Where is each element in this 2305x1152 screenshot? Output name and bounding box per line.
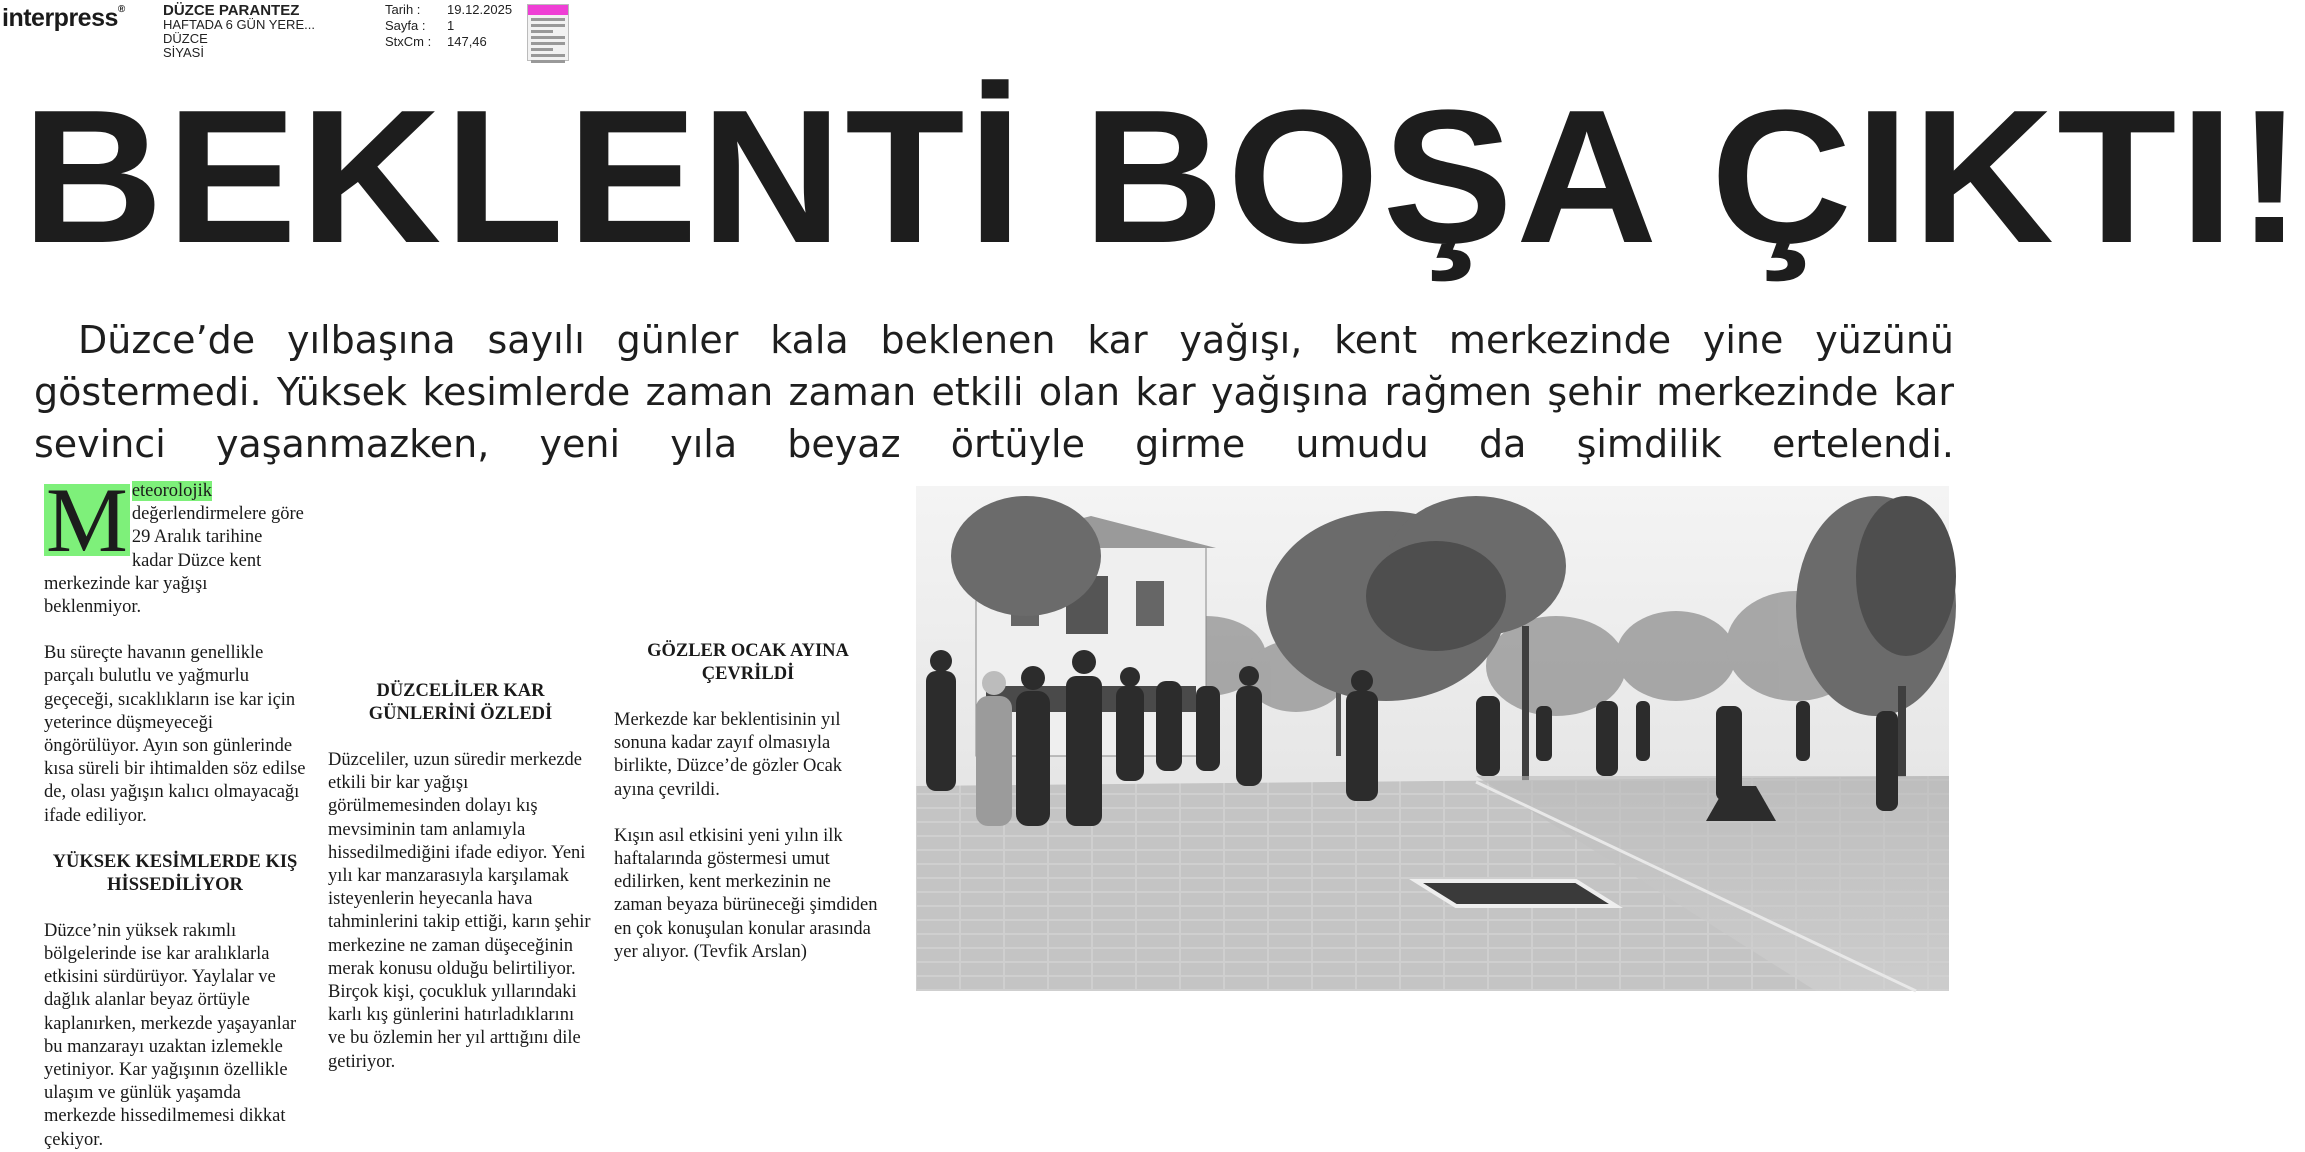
clipping-header (0, 0, 1974, 70)
date-label: Tarih : (385, 2, 421, 17)
article-column-1 (44, 469, 306, 1152)
size-label: StxCm : (385, 34, 432, 49)
lead-highlight: eteorolojik (131, 481, 212, 501)
paragraph-2: Bu süreçte havanın genellikle parçalı bulutlu ve yağmurlu geçeceği, sıcaklıkların ise kar için yeterince düşmeyeceği öngörülüyor. Ayın son günlerinde kısa süreli bir ihtimalden söz edilse de, olası yağışın kalıcı olmayacağı ifade ediliyor. (44, 643, 306, 826)
publication-info (163, 4, 315, 60)
article-spot (34, 314, 1954, 470)
publication-frequency: HAFTADA 6 GÜN YERE... (163, 17, 315, 32)
spot-text: Düzce’de yılbaşına sayılı günler kala beklenen kar yağışı, kent merkezinde yine yüzünü göstermedi. Yüksek kesimlerde zaman zaman etkili olan kar yağışına rağmen şehir merkezinde kar sevinci yaşanmazken, yeni yıla beyaz örtüyle girme umudu da şimdilik ertelendi. (34, 318, 1954, 466)
clipping-meta (385, 2, 512, 50)
article-column-2 (328, 480, 593, 1074)
page-value: 1 (447, 18, 455, 33)
paragraph-5: Merkezde kar beklentisinin yıl sonuna kadar zayıf olmasıyla birlikte, Düzce’de gözler Ocak ayına çevrildi. (614, 710, 843, 800)
brand-name: interpress (2, 4, 118, 32)
paragraph-3: Düzce’nin yüksek rakımlı bölgelerinde ise kar aralıklarla etkisini sürdürüyor. Yaylalar ve dağlık alanlar beyaz örtüyle kaplanırken, merkezde yaşayanlar bu manzarayı uzaktan izlemekle yetiniyor. Kar yağışının özellikle ulaşım ve günlük yaşamda merkezde hissedilmemesi dikkat çekiyor. (44, 920, 297, 1150)
headline: BEKLENTİ BOŞA ÇIKTI! (22, 71, 2305, 283)
drop-cap: M (46, 469, 128, 571)
date-value: 19.12.2025 (447, 2, 513, 17)
size-value: 147,46 (447, 34, 487, 49)
subheading-2: DÜZCELİLER KAR GÜNLERİNİ ÖZLEDİ (368, 681, 553, 724)
subheading-1: YÜKSEK KESİMLERDE KIŞ HİSSEDİLİYOR (52, 851, 298, 895)
lead-rest: değerlendirmelere göre 29 Aralık tarihine kadar Düzce kent merkezinde kar yağışı beklenmiyor. (44, 504, 304, 618)
interpress-logo: interpress® (2, 4, 125, 32)
subheading-3: GÖZLER OCAK AYINA ÇEVRİLDİ (647, 641, 849, 684)
paragraph-4: Düzceliler, uzun süredir merkezde etkili bir kar yağışı görülmemesinden dolayı kış mevsiminin tam anlamıyla hissedilmediğini ifade ediyor. Yeni yılı kar manzarasıyla karşılamak isteyenlerin heyecanla hava tahminlerini takip ettiği, karın şehir merkezine ne zaman düşeceğinin merak konusu olduğu belirtiliyor. Birçok kişi, çocukluk yıllarındaki karlı kış günlerini hatırladıklarını ve bu özlemin her yıl arttığını dile getiriyor. (328, 750, 591, 1072)
publication-name: DÜZCE PARANTEZ (163, 2, 300, 19)
article-column-3 (614, 480, 882, 964)
page-thumbnail[interactable] (527, 4, 569, 61)
page-label: Sayfa : (385, 18, 426, 33)
publication-city: DÜZCE (163, 31, 208, 46)
paragraph-6: Kışın asıl etkisini yeni yılın ilk haftalarında göstermesi umut edilirken, kent merkezinin ne zaman beyaza bürüneceği şimdiden en çok konuşulan konular arasında yer alıyor. (Tevfik Arslan) (614, 825, 878, 962)
lead-paragraph (44, 469, 306, 619)
publication-section: SİYASİ (163, 45, 204, 60)
news-photo (916, 486, 1949, 991)
